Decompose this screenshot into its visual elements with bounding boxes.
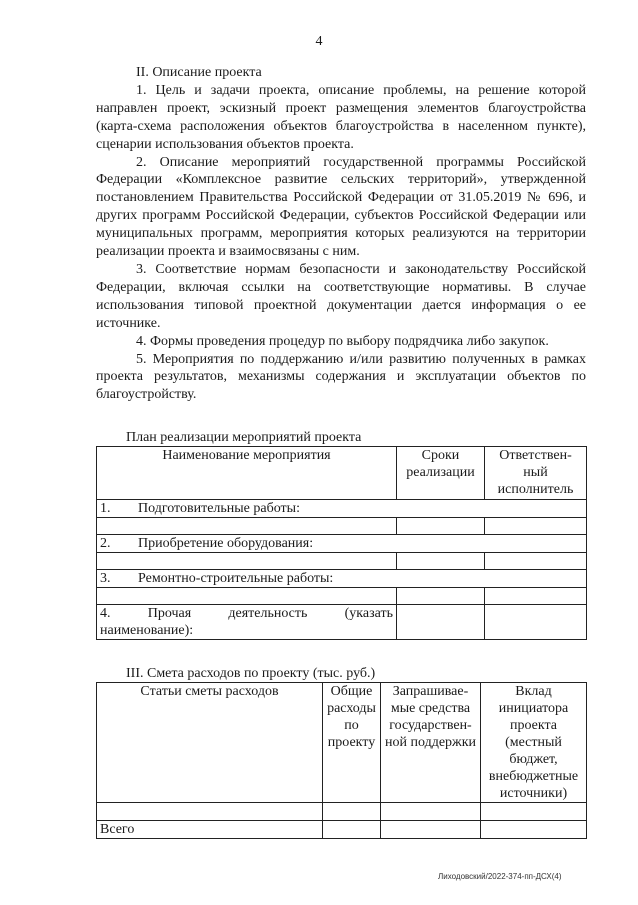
- total-label: Всего: [97, 821, 323, 839]
- plan-table-caption: План реализации мероприятий проекта: [126, 430, 362, 446]
- budget-table: [96, 682, 587, 839]
- header-initiator-contribution: Вклад инициатора проекта (местный бюджет, внебюджетные источники): [481, 683, 587, 803]
- table-row: [97, 518, 587, 535]
- row-word: (указать: [344, 606, 393, 622]
- plan-row-2: [97, 535, 587, 553]
- plan-row-3: [97, 570, 587, 588]
- plan-row-4: [97, 605, 587, 640]
- budget-total-row: [97, 821, 587, 839]
- header-budget-items: Статьи сметы расходов: [97, 683, 323, 803]
- budget-table-caption: III. Смета расходов по проекту (тыс. руб.): [126, 666, 376, 682]
- plan-table: [96, 446, 587, 640]
- table-row: [97, 803, 587, 821]
- row-label: Приобретение оборудования:: [138, 536, 314, 552]
- paragraph-procurement: 4. Формы проведения процедур по выбору подрядчика либо закупок.: [136, 333, 549, 349]
- header-total-expenses: Общие расходы по проекту: [323, 683, 381, 803]
- document-body: [96, 64, 586, 839]
- paragraph-goals: 1. Цель и задачи проекта, описание проблемы, на решение которой направлен проект, эскизный проект размещения элементов благоустройства (карта-схема расположения объектов благоустройства в населенном пункте), сценарии использования объектов проекта.: [96, 82, 586, 152]
- table-row: [97, 588, 587, 605]
- row-label-continuation: наименование):: [100, 623, 194, 639]
- header-responsible: Ответствен-ный исполнитель: [485, 447, 587, 500]
- header-timing: Сроки реализации: [397, 447, 485, 500]
- row-number: 2.: [100, 536, 111, 552]
- row-number: 4.: [100, 606, 111, 622]
- budget-table-header: [97, 683, 587, 803]
- table-row: [97, 553, 587, 570]
- page-number: 4: [315, 34, 323, 49]
- paragraph-maintenance: 5. Мероприятия по поддержанию и/или развитию полученных в рамках проекта результатов, механизмы содержания и эксплуатации объектов по благоустройству.: [96, 351, 586, 403]
- section-title: II. Описание проекта: [136, 65, 262, 80]
- paragraph-safety: 3. Соответствие нормам безопасности и законодательству Российской Федерации, включая ссылки на соответствующие нормативы. В случае использования типовой проектной документации дается информация о ее источнике.: [96, 261, 586, 331]
- document-code: Лиходовский/2022-374-пп-ДСХ(4): [438, 872, 562, 881]
- plan-row-1: [97, 500, 587, 518]
- row-number: 3.: [100, 571, 111, 587]
- header-activity-name: Наименование мероприятия: [97, 447, 397, 500]
- plan-table-header: [97, 447, 587, 500]
- header-state-support: Запрашивае-мые средства государствен-ной поддержки: [381, 683, 481, 803]
- row-number: 1.: [100, 501, 111, 517]
- row-word: деятельность: [228, 606, 308, 622]
- paragraph-programs: 2. Описание мероприятий государственной программы Российской Федерации «Комплексное развитие сельских территорий», утвержденной постановлением Правительства Российской Федерации от 31.05.2019 № 696, и других программ Российской Федерации, субъектов Российской Федерации или муниципальных программ, мероприятия которых реализуются на территории реализации проекта и взаимосвязаны с ним.: [96, 154, 586, 260]
- row-label: Ремонтно-строительные работы:: [138, 571, 334, 587]
- row-word: Прочая: [147, 606, 192, 622]
- row-label: Подготовительные работы:: [138, 501, 300, 517]
